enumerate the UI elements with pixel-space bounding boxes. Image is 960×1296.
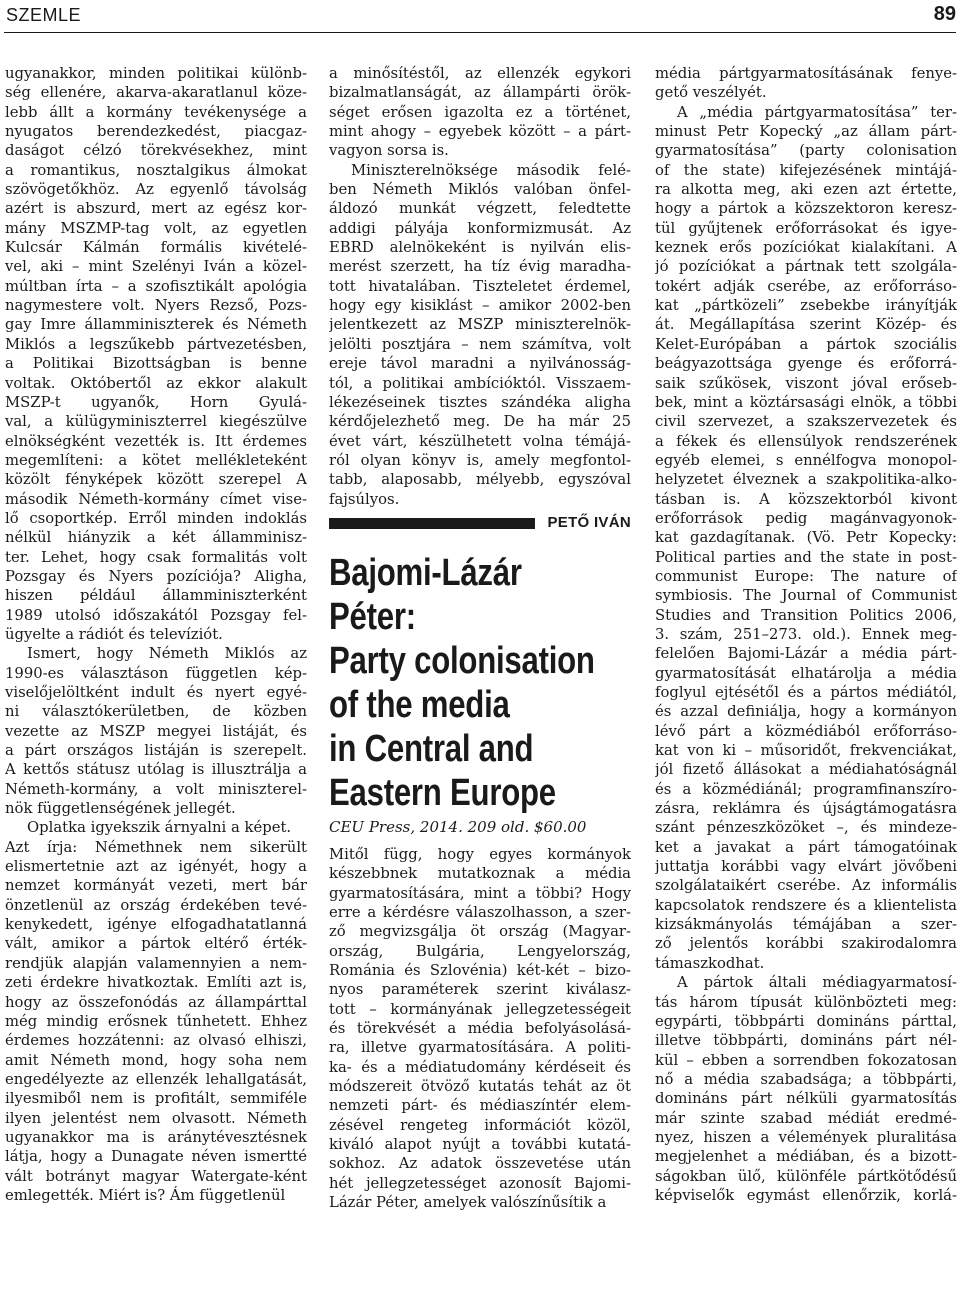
text-line: ügyelte a rádiót és televíziót. — [5, 625, 223, 643]
text-line: civil szervezet, a szakszervezetek és — [655, 413, 957, 431]
text-line: nemzet kormányát vezeti, mert bár — [5, 877, 307, 895]
text-line: illetve többpárti, domináns párt nél- — [655, 1032, 957, 1050]
text-line: séget erősen igazolta ez a történet, — [329, 103, 631, 121]
reviewer-name: PETŐ IVÁN — [547, 513, 631, 531]
text-line: Kulcsár Kálmán formális kivételé- — [5, 239, 307, 257]
text-line: kül – ebben a sorrendben fokozatosan — [655, 1051, 957, 1069]
text-line: A pártok általi médiagyarmatosí- — [677, 974, 957, 992]
column-2-review-start — [329, 845, 631, 1213]
text-line: jól fizető állásokat a médiahatóságnál — [655, 761, 957, 779]
text-line: ra alkotta meg, aki ezen azt értette, — [655, 181, 957, 199]
text-line: nyos paraméterek szerint kiválasz- — [329, 981, 631, 999]
text-line: Németh-kormány, a volt miniszterel- — [5, 780, 307, 798]
text-line: második Németh-kormány címet vise- — [5, 490, 307, 508]
text-line: merést szerzett, ha tíz évig maradha- — [329, 258, 631, 276]
text-line: erőforrások pedig magánvagyonok- — [655, 509, 957, 527]
text-line: a párt országos listáján is szerepelt. — [5, 742, 307, 760]
text-line: szánt pénzeszközöket –, és mindeze- — [655, 819, 957, 837]
text-line: Ismert, hogy Németh Miklós az — [27, 645, 307, 663]
text-line: hogy egy kisiklást – amikor 2002-ben — [329, 297, 631, 315]
text-line: látja, hogy a Dunagate néven ismertté — [5, 1148, 307, 1166]
text-line: Political parties and the state in post- — [655, 548, 957, 566]
text-line: vált, amikor a pártok eltérő érték- — [5, 935, 307, 953]
book-title-line: Péter: — [329, 595, 416, 638]
column-2 — [329, 64, 631, 1212]
text-line: kapcsolatok rendszere és a klientelista — [655, 896, 957, 914]
text-line: kat von ki – műsoridőt, frekvenciákat, — [655, 742, 957, 760]
text-line: ző megvizsgálja öt ország (Magyar- — [329, 923, 631, 941]
text-line: domináns párt nélküli gyarmatosítás — [655, 1090, 957, 1108]
text-line: bek, mint a köztársasági elnök, a többi — [655, 393, 957, 411]
text-line: kat gazdagítanak. (Vö. Petr Kopecky: — [655, 529, 957, 547]
text-line: ni választókerületben, de közben — [5, 703, 307, 721]
text-line: Pozsgay és Nyers pozíciója? Aligha, — [5, 567, 307, 585]
text-line: nő a média szabadsága; a többpárti, — [655, 1070, 957, 1088]
text-line: ket a javakat a párt támogatóinak — [655, 838, 957, 856]
running-header — [4, 0, 956, 33]
text-line: megemlíteni: a kötet mellékleteként — [5, 451, 307, 469]
text-line: emlegették. Miért is? Ám függetlenül — [5, 1186, 286, 1204]
text-line: EBRD alelnökeként is nyilván elis- — [329, 239, 631, 257]
signature-bar — [329, 518, 535, 529]
text-line: szolgálataikért cserébe. Az informális — [655, 877, 957, 895]
text-line: Románia és Szlovénia) két-két – bizo- — [329, 961, 631, 979]
text-line: nyugatos berendezkedést, piacgaz- — [5, 123, 307, 141]
text-line: nélkül hiányzik a két államminisz- — [5, 529, 307, 547]
text-line: gyarmatosítása” (party colonisation — [655, 142, 957, 160]
text-line: Miniszterelnöksége második felé- — [351, 161, 631, 179]
text-line: ország, Bulgária, Lengyelország, — [329, 942, 631, 960]
text-line: nemzeti párt- és médiaszíntér elem- — [329, 1097, 631, 1115]
text-line: Miklós a legszűkebb pártvezetésben, — [5, 335, 307, 353]
text-line: mint ahogy – egyebek között – a párt- — [329, 123, 631, 141]
text-line: Studies and Transition Politics 2006, — [655, 606, 957, 624]
text-line: vel, aki – mint Szelényi Iván a közel- — [5, 258, 307, 276]
text-line: és a közmédiánál; programfinanszíro- — [655, 780, 957, 798]
text-line: zésével rengeteg információt közöl, — [329, 1116, 631, 1134]
text-line: erre a kérdésre válaszolhasson, a szer- — [329, 903, 631, 921]
text-line: ilyen jelentést nem olvasott. Németh — [5, 1109, 307, 1127]
page-number: 89 — [933, 3, 956, 25]
text-line: tásban is. A közszektorból kivont — [655, 490, 957, 508]
text-line: azért is abszurd, mert az egész kor- — [5, 200, 307, 218]
book-title-line: of the media — [329, 683, 510, 726]
text-line: Lázár Péter, amelyek valószínűsítik a — [329, 1194, 607, 1212]
text-line: elnökségként vezették is. Itt érdemes — [5, 432, 307, 450]
text-line: a Politikai Bizottságban is benne — [5, 355, 307, 373]
text-line: daságot célzó törekvésekhez, mint — [5, 142, 307, 160]
text-line: nagymestere volt. Nyers Rezső, Pozs- — [5, 297, 307, 315]
text-line: gyarmatosítását elhatárolja a média — [655, 664, 957, 682]
text-line: nök függetlenségének jellegét. — [5, 800, 236, 818]
text-line: kenykedett, igénye elfogadhatatlanná — [5, 916, 307, 934]
text-line: viselőjelöltként indult és nyert egyé- — [5, 684, 307, 701]
text-line: vált botrányt magyar Watergate-ként — [5, 1167, 307, 1185]
text-line: keznek erős pozíciókat kialakítani. A — [655, 239, 957, 257]
text-line: vagyon sorsa is. — [329, 142, 449, 160]
text-line: egyéb elemei, s ennélfogva monopol- — [655, 451, 957, 469]
book-title-line: in Central and — [329, 727, 534, 770]
text-line: kiváló alapot nyújt a további kutatá- — [329, 1136, 631, 1154]
text-line: kérdőjelezhető meg. De ha már 25 — [329, 413, 631, 431]
text-line: ka- és a médiatudomány kérdéseit és — [329, 1058, 631, 1076]
text-line: juttatja korábbi vagy elvárt jövőbeni — [655, 858, 957, 876]
book-title-line: Eastern Europe — [329, 771, 556, 814]
text-line: kat „pártközeli” zsebekbe irányítják — [655, 297, 957, 315]
text-line: hogy az összefonódás az állampárttal — [5, 993, 307, 1011]
text-line: jó pozíciókat a pártnak tett szolgála- — [655, 258, 957, 276]
text-line: kizsákmányolás témájában a szer- — [655, 916, 957, 934]
text-line: lékezéseinek tisztes szándéka aligha — [329, 393, 631, 411]
text-line: média pártgyarmatosításának fenye- — [655, 65, 957, 82]
text-line: gyarmatosítására, mint a többi? Hogy — [329, 884, 631, 902]
text-line: Azt írja: Némethnek nem sikerült — [5, 838, 307, 856]
text-line: addigi pályája konformizmusát. Az — [329, 219, 631, 237]
text-line: elismertetnie azt az igényét, hogy a — [5, 858, 307, 876]
text-line: lévő párt a közmédiából erőforráso- — [655, 722, 957, 740]
text-line: ilyesmiből nem is profitált, semmiféle — [5, 1090, 307, 1108]
text-line: bizalmatlanságát, az állampárti örök- — [329, 84, 631, 102]
text-line: közölt fényképek között szerepel A — [5, 471, 307, 489]
text-line: A kettős státusz utólag is illusztrálja a — [5, 761, 307, 779]
text-line: nyez, hiszen a vélemények pluralitása — [655, 1128, 957, 1146]
text-line: 1990-es választáson független kép- — [5, 664, 307, 682]
review-signature — [329, 513, 631, 533]
book-title — [329, 551, 632, 815]
text-line: hét jellegzetességet azonosít Bajomi- — [329, 1174, 631, 1192]
text-line: képviselők egymást ellenőrzik, korlá- — [655, 1186, 957, 1204]
text-line: áldozó munkát végzett, feledtette — [329, 200, 631, 218]
text-line: tás három típusát különbözteti meg: — [655, 993, 957, 1011]
text-line: gay Imre államminiszterek és Németh — [5, 316, 307, 334]
text-line: jelentkezett az MSZP miniszterelnök- — [329, 316, 631, 334]
text-line: a romantikus, nosztalgikus álmokat — [5, 161, 307, 179]
text-line: évet várt, készülhetett volna témájá- — [329, 432, 631, 450]
text-line: tül gyűjtenek erőforrásokat és igye- — [655, 219, 957, 237]
text-line: tott – kormányának jellegzetességeit — [329, 1000, 631, 1018]
text-line: saik szűkösek, viszont jóval erőseb- — [655, 374, 957, 392]
text-line: zeti érdekre hivatkoztak. Említi azt is, — [5, 974, 307, 992]
text-line: módszereit ötvöző kutatás tehát az öt — [329, 1078, 631, 1096]
text-line: Kelet-Európában a pártok szociális — [655, 335, 957, 353]
text-line: amit Németh mond, hogy soha nem — [5, 1051, 307, 1069]
text-line: tott hivatalában. Tiszteletet érdemel, — [329, 277, 631, 295]
text-line: ugyanakkor, minden politikai különb- — [5, 65, 307, 82]
text-line: készebbnek mutatkoznak a média — [329, 865, 631, 883]
text-line: szövögetőkhöz. Az egyenlő távolság — [5, 181, 307, 199]
text-line: minust Petr Kopecký „az állam párt- — [655, 123, 957, 141]
text-line: át. Megállapítása szerint Közép- és — [655, 316, 957, 334]
text-line: beágyazottsága gyenge és erőforrá- — [655, 355, 957, 373]
text-line: ugyanakkor ma is aránytévesztésnek — [5, 1128, 307, 1146]
text-line: A „média pártgyarmatosítása” ter- — [677, 103, 957, 121]
text-line: symbiosis. The Journal of Communist — [655, 587, 957, 605]
text-line: ző jelentős korábbi szakirodalomra — [655, 935, 957, 953]
text-line: val, a külügyminiszterrel kiegészülve — [5, 413, 307, 431]
text-line: tokért adják cserébe, az erőforráso- — [655, 277, 957, 295]
text-line: lebb állt a kormány tevékenysége a — [5, 103, 307, 121]
text-line: ra, illetve gyarmatosítására. A politi- — [329, 1039, 631, 1057]
text-line: sokhoz. Az adatok összevetése után — [329, 1155, 631, 1173]
text-line: és törekvését a média befolyásolásá- — [329, 1020, 631, 1037]
text-line: és azzal definiálja, hogy a kormányon — [655, 703, 957, 721]
text-line: 1989 utolsó időszakától Pozsgay fel- — [5, 606, 307, 624]
text-line: ságokban ülő, különféle pártkötődésű — [655, 1167, 957, 1185]
text-line: ség ellenére, akarva-akaratlanul köze- — [5, 84, 307, 102]
text-line: ter. Lehet, hogy csak formalitás volt — [5, 548, 307, 566]
section-title: SZEMLE — [6, 5, 82, 25]
text-line: támaszkodhat. — [655, 954, 765, 972]
text-line: még mindig erősnek tűnhetett. Ehhez — [5, 1012, 307, 1030]
text-line: érdemes hozzátenni: az olvasó elhiszi, — [5, 1032, 307, 1050]
text-line: gető veszélyét. — [655, 84, 767, 102]
text-line: mány MSZMP-tag volt, az egyetlen — [5, 219, 307, 237]
text-line: MSZP-t ugyanők, Horn Gyulá- — [5, 393, 307, 411]
text-line: megjelenhet a médiában, és a bizott- — [655, 1148, 957, 1166]
text-line: helyzetet élveznek a szakpolitika-alko- — [655, 471, 957, 489]
text-line: ben Németh Miklós valóban önfel- — [329, 181, 631, 199]
text-line: hiszen például államminiszterként — [5, 587, 307, 605]
text-line: foglyul ejtésétől és a pártos médiától, — [655, 684, 957, 701]
text-line: Oplatka igyekszik árnyalni a képet. — [27, 819, 292, 837]
text-line: vezette az MSZP megyei listáját, és — [5, 722, 307, 740]
text-line: voltak. Októbertől az ekkor alakult — [5, 374, 307, 392]
text-line: of the state) kifejezésének mintájá- — [655, 161, 957, 179]
text-line: már szinte szabad médiát eredmé- — [655, 1109, 957, 1127]
text-line: múltban írta – a szofisztikált apológia — [5, 277, 307, 295]
column-2-review-end — [329, 64, 631, 509]
publication-info: CEU Press, 2014. 209 old. $60.00 — [329, 817, 587, 836]
text-line: önzetlenül az ország érdekében tevé- — [5, 896, 307, 914]
text-line: ereje távol maradni a nyilvánosság- — [329, 355, 631, 373]
text-line: fajsúlyos. — [329, 490, 400, 508]
text-line: engedélyezte az ellenzék lehallgatását, — [5, 1070, 307, 1088]
column-1 — [5, 64, 307, 1205]
text-line: rendjük alapján valamennyien a nem- — [5, 954, 307, 972]
text-line: tabb, alaposabb, mélyebb, egyszóval — [329, 471, 631, 489]
text-line: felelően Bajomi-Lázár a média párt- — [655, 645, 957, 663]
text-line: lő csoportkép. Erről minden indoklás — [5, 509, 307, 527]
text-line: zásra, reklámra és újságtámogatásra — [655, 800, 957, 818]
text-line: communist Europe: The nature of — [655, 567, 957, 585]
text-line: a minősítéstől, az ellenzék egykori — [329, 65, 631, 82]
text-line: Mitől függ, hogy egyes kormányok — [329, 845, 631, 863]
text-line: tól, a politikai ambícióktól. Visszaem- — [329, 374, 631, 392]
text-line: jelölti posztjára – nem számítva, volt — [329, 335, 631, 353]
text-line: egypárti, többpárti domináns párttal, — [655, 1012, 957, 1030]
text-line: hogy a pártok a közszektoron keresz- — [655, 200, 957, 218]
book-title-line: Bajomi-Lázár — [329, 551, 522, 594]
column-3 — [655, 64, 957, 1205]
text-line: 3. szám, 251–273. old.). Ennek meg- — [655, 625, 957, 643]
text-line: ról olyan könyv is, amely megfontol- — [329, 451, 631, 469]
book-title-line: Party colonisation — [329, 639, 595, 682]
text-line: a fékek és ellensúlyok rendszerének — [655, 432, 957, 450]
